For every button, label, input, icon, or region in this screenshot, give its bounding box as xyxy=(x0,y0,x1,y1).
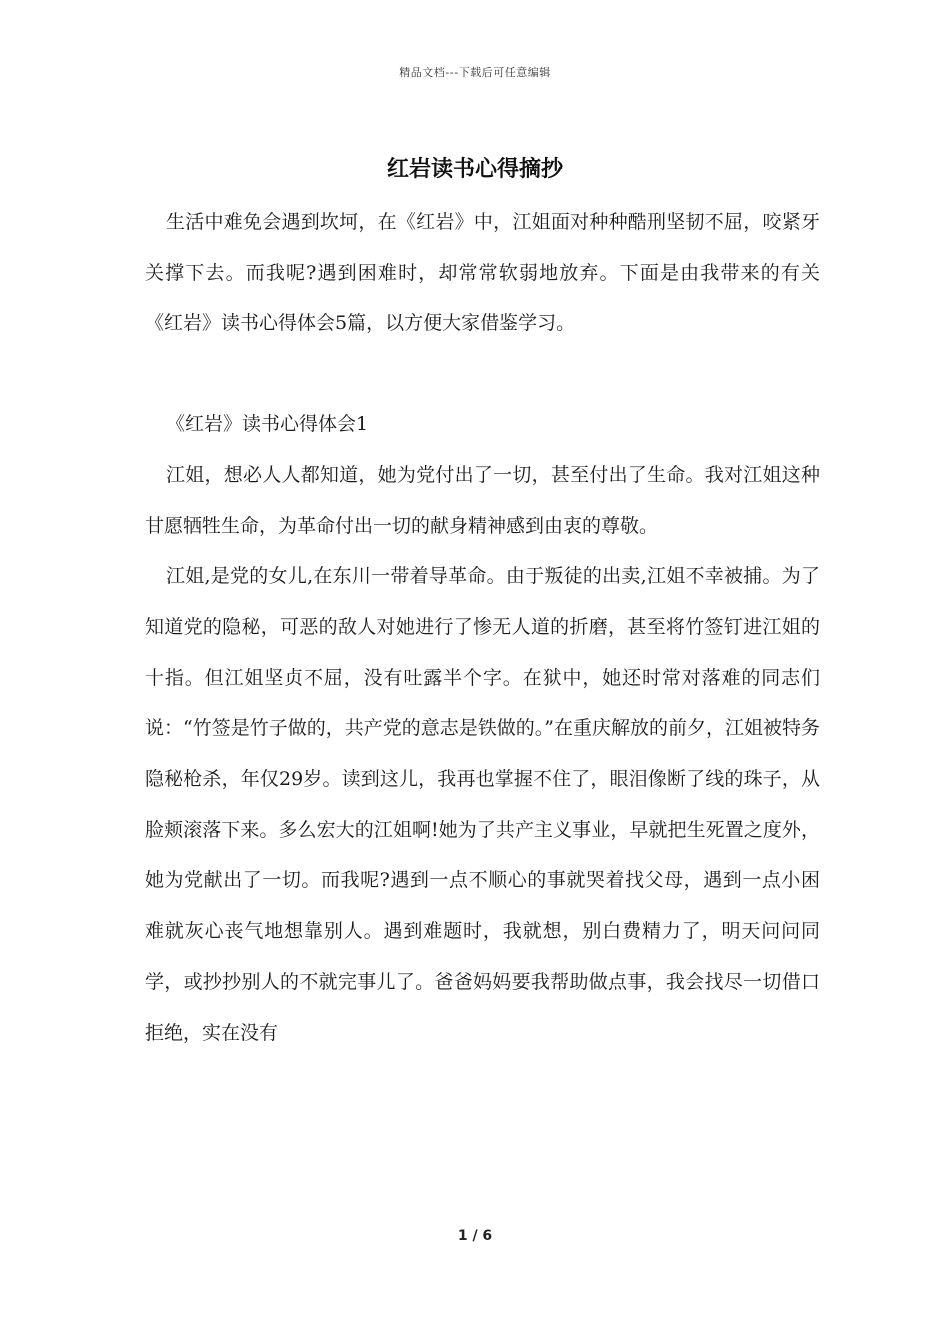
document-title: 红岩读书心得摘抄 xyxy=(386,157,563,182)
body-paragraph: 江姐，想必人人都知道，她为党付出了一切，甚至付出了生命。我对江姐这种甘愿牺牲生命，为革命付出一切的献身精神感到由衷的尊敬。 xyxy=(145,463,820,537)
page-header: 精品文档---下载后可任意编辑 xyxy=(399,66,551,79)
document-body xyxy=(145,197,820,1058)
body-paragraph: 江姐,是党的女儿,在东川一带着导革命。由于叛徒的出卖,江姐不幸被捕。为了知道党的隐秘，可恶的敌人对她进行了惨无人道的折磨，甚至将竹签钉进江姐的十指。但江姐坚贞不屈，没有吐露半个字。在狱中，她还时常对落难的同志们说：“竹签是竹子做的，共产党的意志是铁做的。”在重庆解放的前夕，江姐被特务隐秘枪杀，年仅29岁。读到这儿，我再也掌握不住了，眼泪像断了线的珠子，从脸颊滚落下来。多么宏大的江姐啊!她为了共产主义事业，早就把生死置之度外，她为党献出了一切。而我呢?遇到一点不顺心的事就哭着找父母，遇到一点小困难就灰心丧气地想靠别人。遇到难题时，我就想，别白费精力了，明天问问同学，或抄抄别人的不就完事儿了。爸爸妈妈要我帮助做点事，我会找尽一切借口拒绝，实在没有 xyxy=(145,565,820,1044)
section-spacer xyxy=(145,349,820,399)
section-heading: 《红岩》读书心得体会1 xyxy=(166,413,369,436)
page-number: 1 / 6 xyxy=(457,1228,493,1244)
intro-paragraph: 生活中难免会遇到坎坷，在《红岩》中，江姐面对种种酷刑坚韧不屈，咬紧牙关撑下去。而我呢?遇到困难时，却常常软弱地放弃。下面是由我带来的有关《红岩》读书心得体会5篇，以方便大家借鉴学习。 xyxy=(145,211,820,335)
